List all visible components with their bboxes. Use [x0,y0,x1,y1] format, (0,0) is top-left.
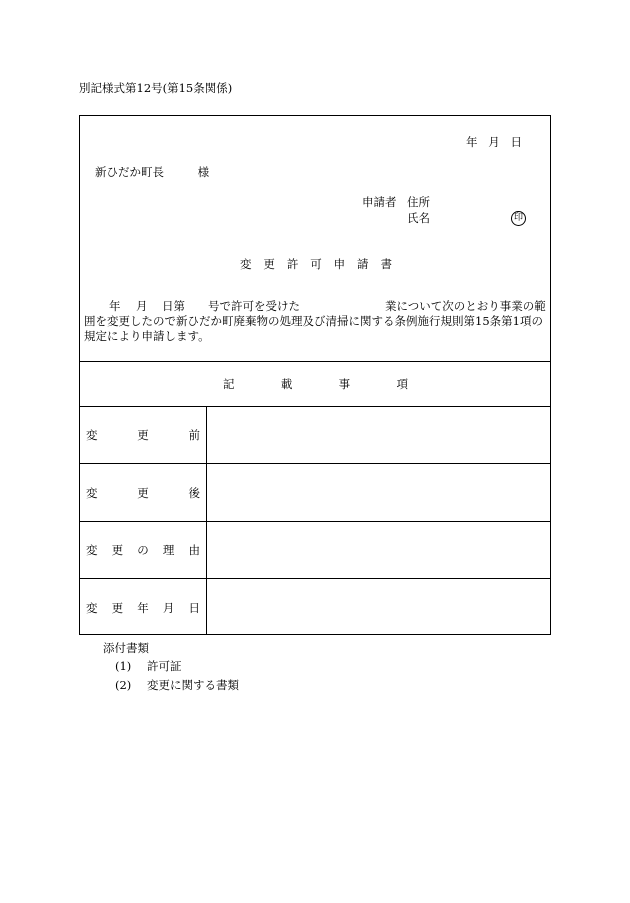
seal-mark [511,209,526,226]
divider-line [80,361,550,362]
addressee [95,164,209,180]
application-form [79,115,551,635]
form-reference: 別記様式第12号(第15条関係) [79,81,233,95]
divider-line [80,406,550,407]
attachment-item: (1) 許可証 [115,659,182,673]
document-title: 変 更 許 可 申 請 書 [240,257,392,271]
addressee-town: 新ひだか町長 [95,165,164,179]
divider-line [80,521,550,522]
seal-icon: 印 [511,211,526,226]
date-day-label: 日 [510,135,522,149]
row-label-after-change: 変 更 後 [86,486,200,500]
divider-line [80,463,550,464]
items-header: 記 載 事 項 [223,377,408,391]
column-divider [206,406,207,635]
body-paragraph [84,299,547,344]
divider-line [80,578,550,579]
date-line [466,134,522,150]
body-line-3: 規定により申請します。 [84,329,210,343]
row-label-before-change: 変 更 前 [86,428,200,442]
body-line-2: 囲を変更したので新ひだか町廃棄物の処理及び清掃に関する条例施行規則第15条第1項の [84,314,543,328]
row-label-change-reason: 変 更 の 理 由 [86,543,200,557]
applicant-role: 申請者 [362,195,397,209]
date-month-label: 月 [488,135,500,149]
addressee-honorific: 様 [197,165,210,179]
date-year-label: 年 [466,135,478,149]
attachments-title: 添付書類 [103,641,149,655]
row-label-change-date: 変 更 年 月 日 [86,601,200,615]
body-line-1: 年 月 日第 号で許可を受けた 業について次のとおり事業の範 [109,299,546,313]
applicant-address-label: 住所 [407,195,430,209]
applicant-name-label: 氏名 [407,211,430,225]
attachment-item: (2) 変更に関する書類 [115,678,239,692]
